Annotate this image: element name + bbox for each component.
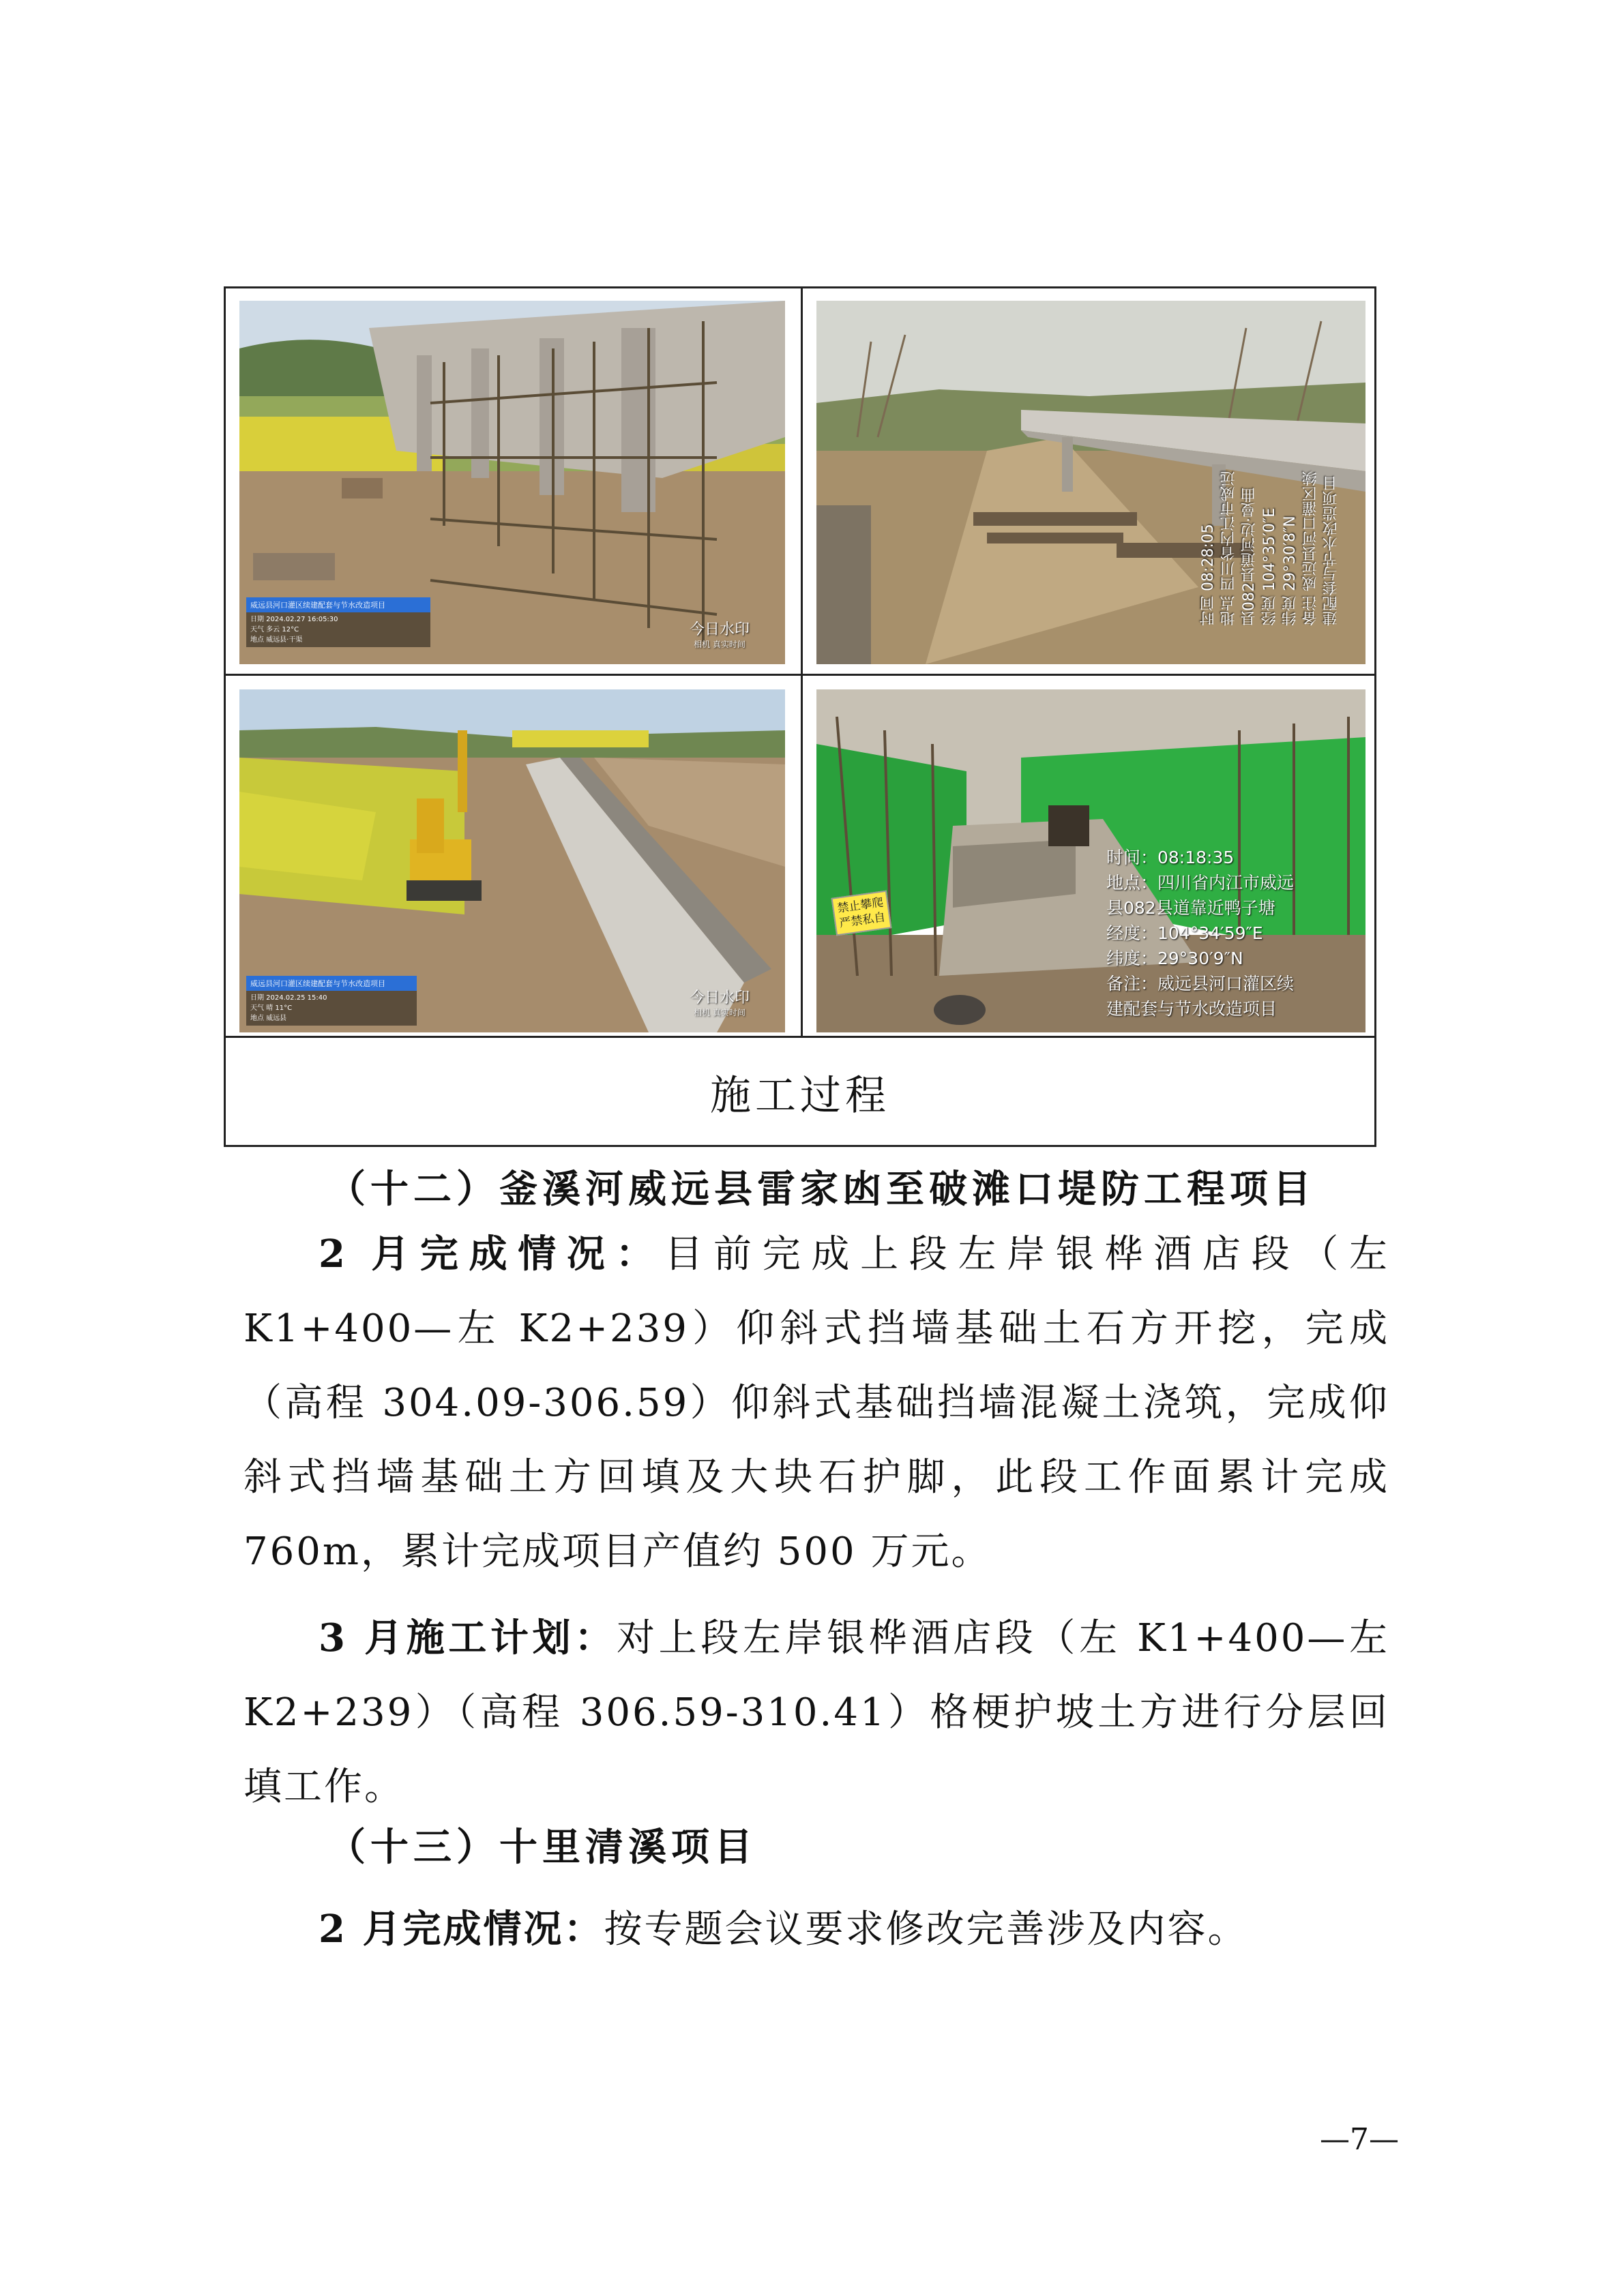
section-13-february-label: 2 月完成情况： [319,1907,604,1952]
construction-photo-formwork-green-net [816,689,1365,1032]
march-plan-text: 对上段左岸银桦酒店段（左 K1+400—左 K2+239）（高程 306.59-310.41）格梗护坡土方进行分层回填工作。 [243,1616,1389,1809]
photo4-watermark-line: 备注：威远县河口灌区续 [1106,974,1295,994]
photo2-watermark-line: 备注 威远县河口灌区续 [1302,471,1319,626]
photo1-watermark-card [246,597,430,647]
photo-table [224,286,1376,1147]
february-status-label: 2 月完成情况： [319,1232,665,1277]
photo1-watermark-logo [690,621,750,650]
photo2-watermark-line: 地点 四川省内江市威远 [1220,471,1237,626]
section-13-february-text: 按专题会议要求修改完善涉及内容。 [604,1907,1248,1952]
section-13-february-paragraph [243,1892,1389,1967]
february-status-text: 目前完成上段左岸银桦酒店段（左 K1+400—左 K2+239）仰斜式挡墙基础土石方开挖，完成（高程 304.09-306.59）仰斜式基础挡墙混凝土浇筑，完成仰斜式挡墙基础土方回填及大块石护脚，此段工作面累计完成 760m，累计完成项目产值约 500 万元。 [243,1232,1389,1574]
photo2-watermark-line: 时间 08:28:05 [1200,524,1217,626]
photo4-sign-line1: 禁止攀爬 [836,895,885,916]
photo2-watermark-line: 建配套与节水改造项目 [1323,476,1340,626]
photo4-watermark-line: 地点：四川省内江市威远 [1106,873,1295,893]
photo2-vertical-watermark [1198,471,1342,626]
photo4-watermark-line: 纬度：29°30′9″N [1106,949,1243,968]
photo3-watermark-logo [690,989,750,1018]
page-number: —7— [1320,2122,1399,2157]
photo4-warning-sign [831,891,892,936]
photo4-watermark-line: 经度：104°34′59″E [1106,923,1263,943]
photo3-watermark-weather: 天气 晴 11°C [250,1004,293,1012]
photo1-logo-subtext: 相机 真实时间 [694,640,745,649]
photo4-watermark-line: 县082县道靠近鸭子塘 [1106,898,1275,918]
table-divider-horizontal [226,674,1374,676]
photo4-watermark-line: 建配套与节水改造项目 [1106,999,1278,1019]
photo-table-caption: 施工过程 [710,1072,890,1120]
photo3-logo-text: 今日水印 [690,989,750,1007]
photo3-watermark-card [246,976,417,1026]
march-plan-label: 3 月施工计划： [319,1615,617,1660]
photo4-watermark [1106,845,1294,1022]
section-12-heading: （十二）釜溪河威远县雷家凼至破滩口堤防工程项目 [327,1167,1316,1212]
photo2-watermark-line: 纬度 29°30′8″N [1282,516,1299,626]
photo1-watermark-weather: 天气 多云 12°C [250,626,299,633]
section-13-heading: （十三）十里清溪项目 [327,1825,757,1870]
photo3-watermark-title: 威远县河口灌区续建配套与节水改造项目 [246,976,417,991]
photo2-watermark-line: 经度 104°35′0″E [1261,507,1278,626]
photo2-watermark-line: 县082县道河边·曼曲 [1241,488,1258,626]
photo3-logo-subtext: 相机 真实时间 [694,1008,745,1017]
photo3-watermark-location: 地点 威远县 [250,1015,287,1022]
photo1-watermark-location: 地点 威远县·干渠 [250,636,303,644]
section-12-february-paragraph [243,1217,1389,1589]
photo1-watermark-title: 威远县河口灌区续建配套与节水改造项目 [246,597,430,612]
photo3-watermark-date: 日期 2024.02.25 15:40 [250,994,327,1002]
construction-photo-aqueduct-scaffolding [239,301,785,664]
table-divider-vertical [801,288,803,1037]
construction-photo-precast-girder [816,301,1365,664]
photo1-logo-text: 今日水印 [690,621,750,638]
photo4-watermark-line: 时间：08:18:35 [1106,848,1235,867]
photo1-watermark-date: 日期 2024.02.27 16:05:30 [250,616,338,623]
photo4-sign-line2: 严禁私自 [838,910,887,931]
section-12-march-paragraph [243,1601,1389,1824]
construction-photo-excavator-channel [239,689,785,1032]
